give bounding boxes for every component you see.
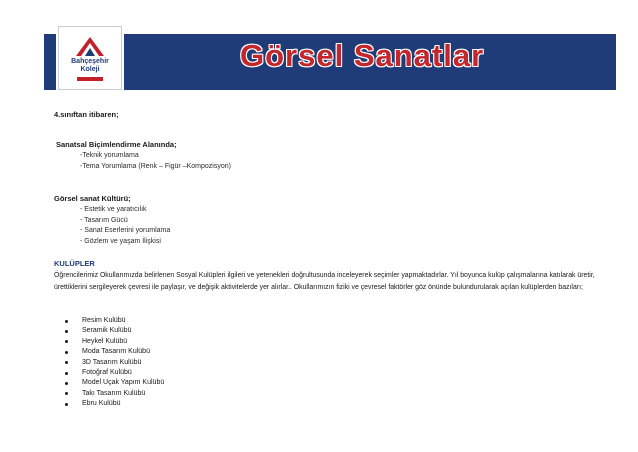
section2-item: - Sanat Eserlerini yorumlama <box>80 227 171 234</box>
club-name: Resim Kulübü <box>82 317 126 324</box>
list-item <box>54 368 164 378</box>
bullet-icon <box>65 403 68 406</box>
section1-item: -Tema Yorumlama (Renk – Figür –Kompozisyon) <box>80 163 231 170</box>
list-item <box>54 316 164 326</box>
section2-item: - Tasarım Gücü <box>80 216 128 224</box>
list-item <box>54 389 164 399</box>
bullet-icon <box>65 372 68 375</box>
school-logo <box>58 26 122 90</box>
club-name: Moda Tasarım Kulübü <box>82 348 150 356</box>
section1-item: -Teknik yorumlama <box>80 152 139 159</box>
list-item <box>54 347 164 357</box>
section2-item: - Gözlem ve yaşam İlişkisi <box>80 237 161 245</box>
clubs-paragraph: Öğrencilerimiz Okullarımızda belirlenen Sosyal Kulüpleri ilgileri ve yetenekleri doğrultusunda inceleyerek seçimler yapmaktadırlar. Yıl boyunca kulüp çalışmalarına katılarak üretir, ürettiklerini sergileyerek çevresi ile paylaşır, ve değişik aktivitelerde yer alırlar.. Okullarımızın fiziki ve çevresel faktörler göz önünde bulundurularak açılan kulüplerden bazıları; <box>54 272 595 291</box>
list-item <box>54 378 164 388</box>
club-name: Seramik Kulübü <box>82 327 132 335</box>
club-name: Model Uçak Yapım Kulübü <box>82 379 165 387</box>
list-item <box>54 326 164 336</box>
section2-heading: Görsel sanat Kültürü; <box>54 194 131 203</box>
list-item <box>54 337 164 347</box>
clubs-list <box>54 316 164 410</box>
logo-text-line1: Bahçeşehir <box>71 58 109 65</box>
bullet-icon <box>65 392 68 395</box>
bullet-icon <box>65 382 68 385</box>
bullet-icon <box>65 330 68 333</box>
bullet-icon <box>65 361 68 364</box>
club-name: Ebru Kulübü <box>82 400 121 408</box>
bullet-icon <box>65 351 68 354</box>
list-item <box>54 399 164 409</box>
club-name: Heykel Kulübü <box>82 337 128 345</box>
logo-ribbon <box>77 77 103 81</box>
bullet-icon <box>65 320 68 323</box>
list-item <box>54 358 164 368</box>
bullet-icon <box>65 340 68 343</box>
club-name: 3D Tasarım Kulübü <box>82 358 142 366</box>
section1-heading: Sanatsal Biçimlendirme Alanında; <box>56 140 177 149</box>
logo-text-line2: Koleji <box>80 66 100 73</box>
section2-item: - Estetik ve yaratıcılık <box>80 206 147 213</box>
club-name: Fotoğraf Kulübü <box>82 368 132 376</box>
grade-heading: 4.sınıftan itibaren; <box>54 110 119 119</box>
club-name: Takı Tasarım Kulübü <box>82 389 146 397</box>
page-title: Görsel Sanatlar <box>240 38 485 73</box>
clubs-heading: KULÜPLER <box>54 259 95 268</box>
